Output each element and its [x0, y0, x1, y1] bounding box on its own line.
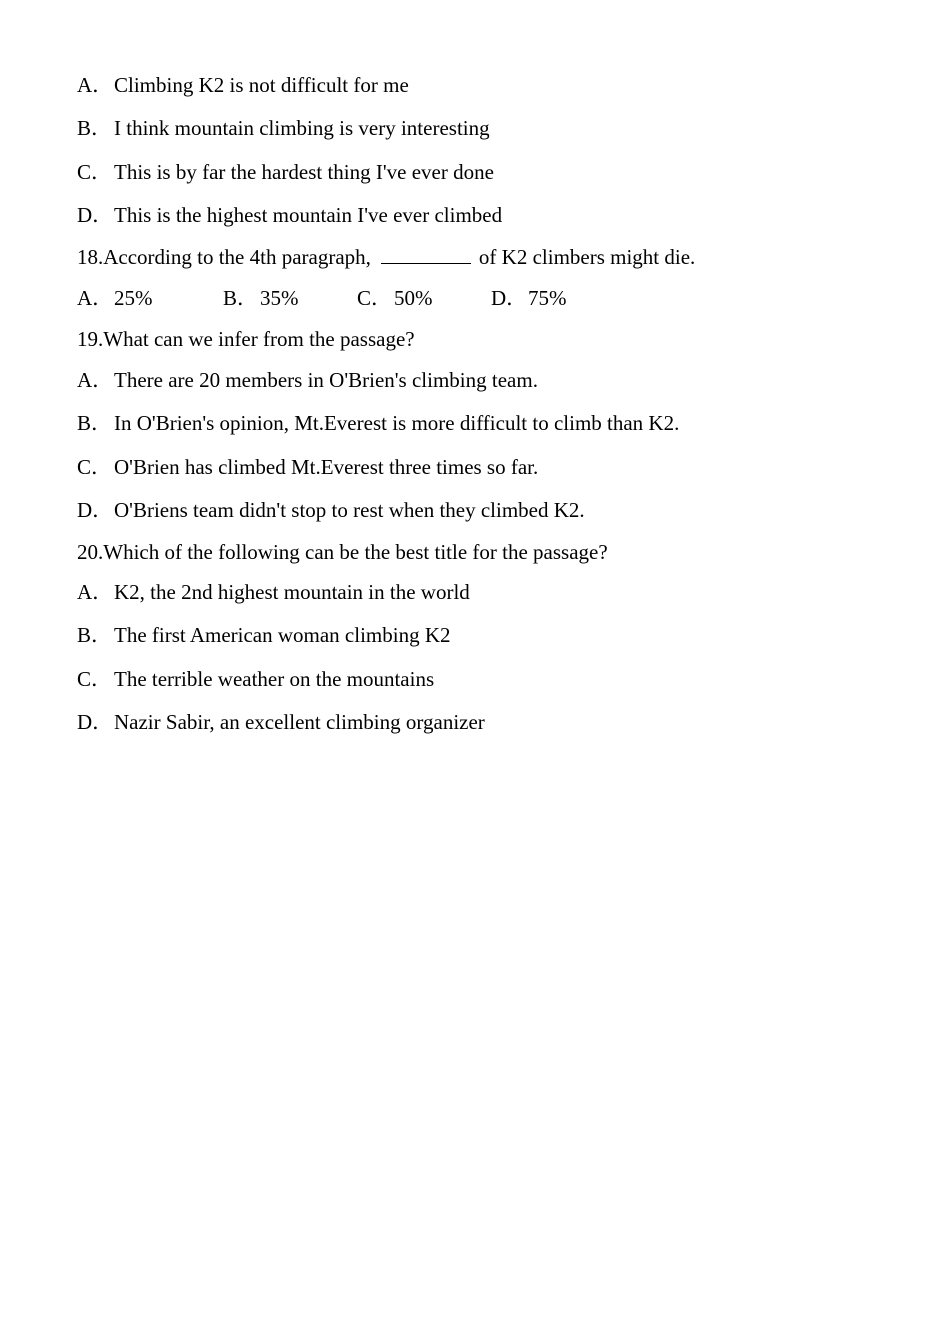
option-letter: C． [357, 286, 393, 310]
q17-option-b[interactable] [77, 115, 490, 141]
q19-option-d[interactable] [77, 497, 585, 523]
option-text: This is the highest mountain I've ever climbed [114, 203, 503, 227]
option-text: 50% [394, 286, 433, 310]
option-text: In O'Brien's opinion, Mt.Everest is more difficult to climb than K2. [114, 411, 680, 435]
option-letter: D． [491, 286, 528, 310]
option-text: The terrible weather on the mountains [114, 667, 435, 691]
option-letter: B． [77, 411, 113, 435]
option-text: O'Brien has climbed Mt.Everest three times so far. [114, 455, 539, 479]
option-text: K2, the 2nd highest mountain in the world [114, 580, 470, 604]
option-text: 35% [260, 286, 299, 310]
q20-option-d[interactable] [77, 709, 485, 735]
option-letter: C． [77, 667, 113, 691]
q20-option-c[interactable] [77, 666, 434, 692]
option-letter: B． [77, 623, 113, 647]
answer-blank[interactable] [381, 245, 471, 264]
q19-option-c[interactable] [77, 454, 538, 480]
option-letter: A． [77, 286, 114, 310]
option-letter: A． [77, 73, 114, 97]
q17-option-a[interactable] [77, 72, 409, 98]
q18-option-a[interactable] [77, 285, 223, 311]
q18-stem-after: of K2 climbers might die. [478, 245, 696, 269]
q17-option-c[interactable] [77, 159, 494, 185]
q18-option-c[interactable] [357, 285, 491, 311]
option-letter: A． [77, 580, 114, 604]
option-letter: B． [223, 286, 259, 310]
q19-stem: 19.What can we infer from the passage? [77, 327, 415, 351]
q19-option-b[interactable] [77, 410, 679, 436]
q20-option-a[interactable] [77, 579, 470, 605]
option-text: Climbing K2 is not difficult for me [114, 73, 409, 97]
option-letter: C． [77, 160, 113, 184]
q18-stem-before: 18.According to the 4th paragraph, [77, 245, 371, 269]
q18-option-d[interactable] [491, 285, 567, 311]
option-text: 25% [114, 286, 153, 310]
q20-option-b[interactable] [77, 622, 451, 648]
option-text: There are 20 members in O'Brien's climbing team. [114, 368, 538, 392]
option-text: Nazir Sabir, an excellent climbing organizer [114, 710, 485, 734]
q18-options [77, 285, 567, 311]
option-letter: D． [77, 710, 114, 734]
option-text: 75% [528, 286, 567, 310]
q17-option-d[interactable] [77, 202, 502, 228]
option-letter: D． [77, 203, 114, 227]
q18-stem [77, 244, 695, 270]
option-letter: C． [77, 455, 113, 479]
option-text: This is by far the hardest thing I've ever done [114, 160, 494, 184]
option-text: O'Briens team didn't stop to rest when they climbed K2. [114, 498, 585, 522]
option-letter: A． [77, 368, 114, 392]
option-letter: D． [77, 498, 114, 522]
option-text: The first American woman climbing K2 [114, 623, 451, 647]
q19-option-a[interactable] [77, 367, 538, 393]
q20-stem: 20.Which of the following can be the best title for the passage? [77, 540, 608, 564]
option-text: I think mountain climbing is very interesting [114, 116, 490, 140]
option-letter: B． [77, 116, 113, 140]
q18-option-b[interactable] [223, 285, 357, 311]
